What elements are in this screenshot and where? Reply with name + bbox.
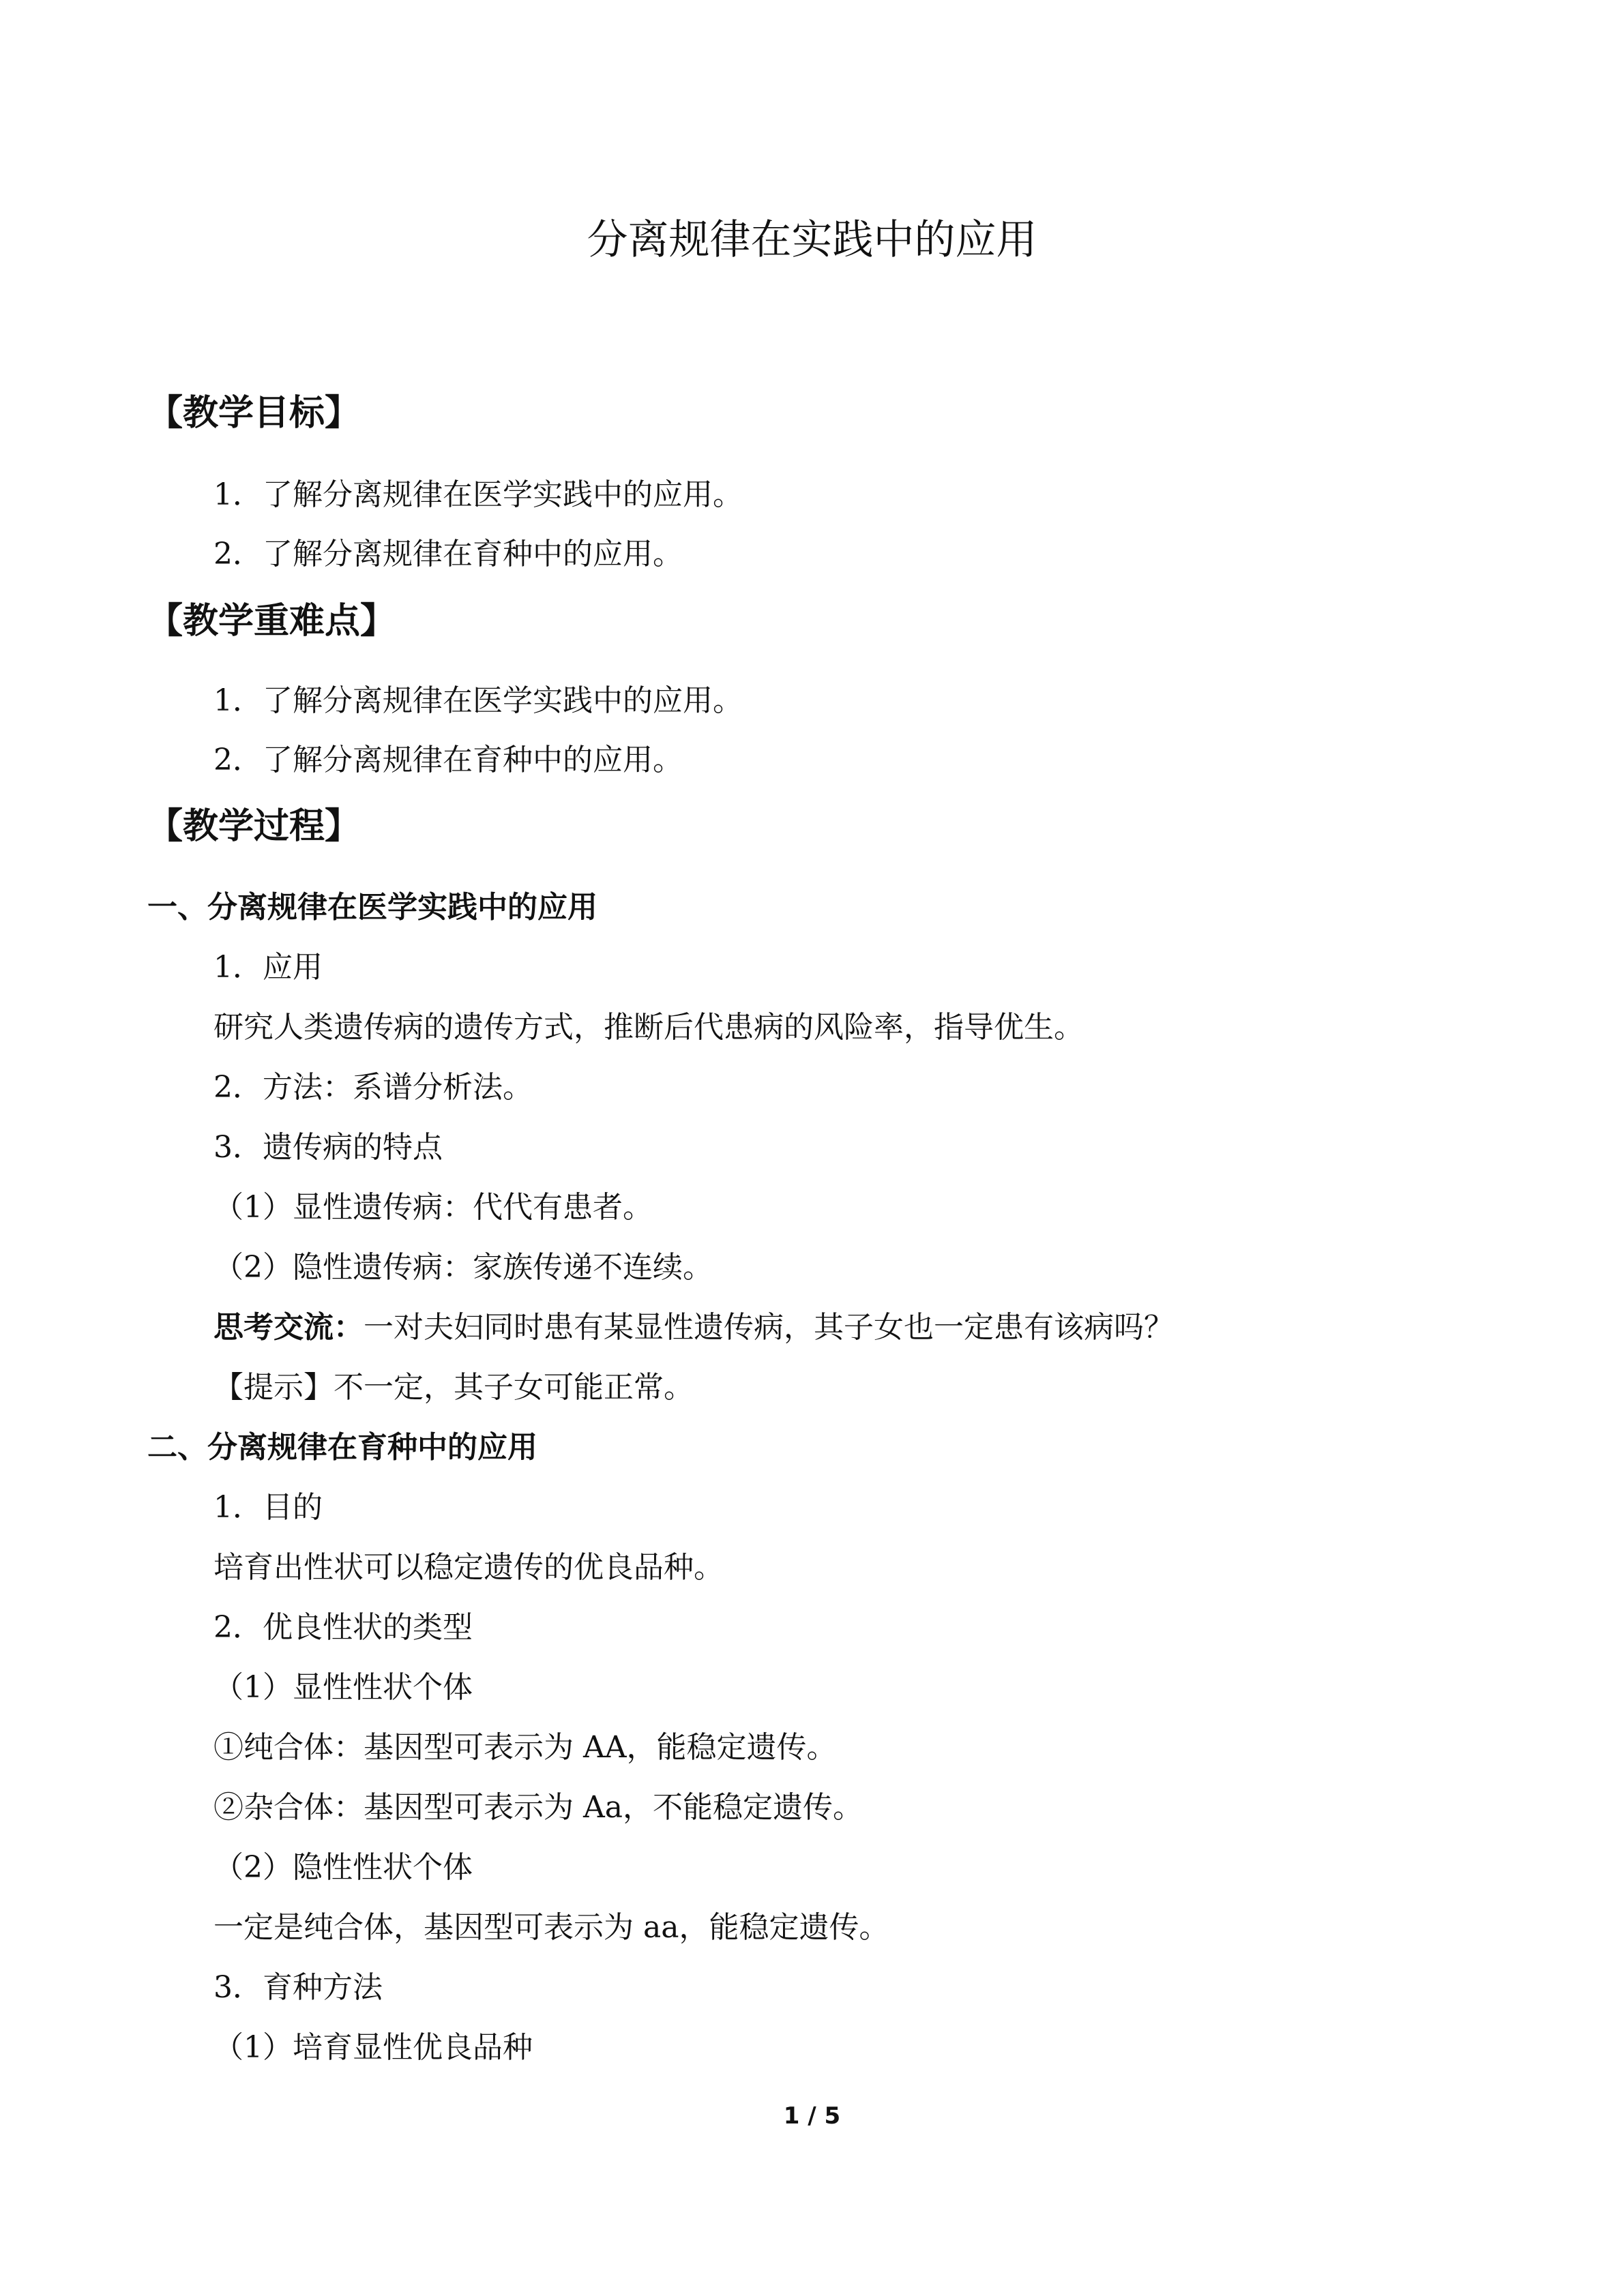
part2-line: （2）隐性性状个体: [213, 1850, 473, 1885]
part1-line: （2）隐性遗传病：家族传递不连续。: [213, 1250, 713, 1285]
part1-line: 2．方法：系谱分析法。: [213, 1070, 533, 1105]
part2-line: 2．优良性状的类型: [213, 1610, 473, 1645]
part2-line: （1）培育显性优良品种: [213, 2030, 533, 2065]
part2-heading: 二、分离规律在育种中的应用: [147, 1430, 537, 1465]
part2-line: 3．育种方法: [213, 1970, 383, 2005]
part2-line: 培育出性状可以稳定遗传的优良品种。: [213, 1550, 724, 1585]
part2-line: 一定是纯合体，基因型可表示为 aa，能稳定遗传。: [213, 1910, 889, 1945]
part1-line: 1．应用: [213, 950, 323, 985]
part1-line: 研究人类遗传病的遗传方式，推断后代患病的风险率，指导优生。: [213, 1010, 1084, 1045]
objectives-heading: 【教学目标】: [147, 393, 361, 434]
hint-line: 【提示】不一定，其子女可能正常。: [213, 1370, 694, 1405]
page-number: 1 / 5: [783, 2102, 841, 2130]
part1-line: （1）显性遗传病：代代有患者。: [213, 1190, 653, 1225]
part2-line: ②杂合体：基因型可表示为 Aa，不能稳定遗传。: [213, 1790, 863, 1825]
key-point-item: 1．了解分离规律在医学实践中的应用。: [213, 683, 743, 718]
objective-item: 2．了解分离规律在育种中的应用。: [213, 537, 683, 571]
part2-line: ①纯合体：基因型可表示为 AA，能稳定遗传。: [213, 1730, 837, 1765]
page-title: 分离规律在实践中的应用: [587, 216, 1037, 264]
process-heading: 【教学过程】: [147, 806, 361, 847]
part1-line: 3．遗传病的特点: [213, 1130, 443, 1165]
part2-line: 1．目的: [213, 1490, 323, 1525]
think-exchange-line: [213, 1307, 1174, 1348]
key-point-item: 2．了解分离规律在育种中的应用。: [213, 743, 683, 777]
part1-heading: 一、分离规律在医学实践中的应用: [147, 890, 597, 925]
key-points-heading: 【教学重难点】: [147, 601, 396, 642]
think-exchange-label: 思考交流：: [213, 1310, 364, 1345]
part2-line: （1）显性性状个体: [213, 1670, 473, 1705]
think-exchange-text: 一对夫妇同时患有某显性遗传病，其子女也一定患有该病吗？: [364, 1310, 1174, 1345]
objective-item: 1．了解分离规律在医学实践中的应用。: [213, 477, 743, 512]
